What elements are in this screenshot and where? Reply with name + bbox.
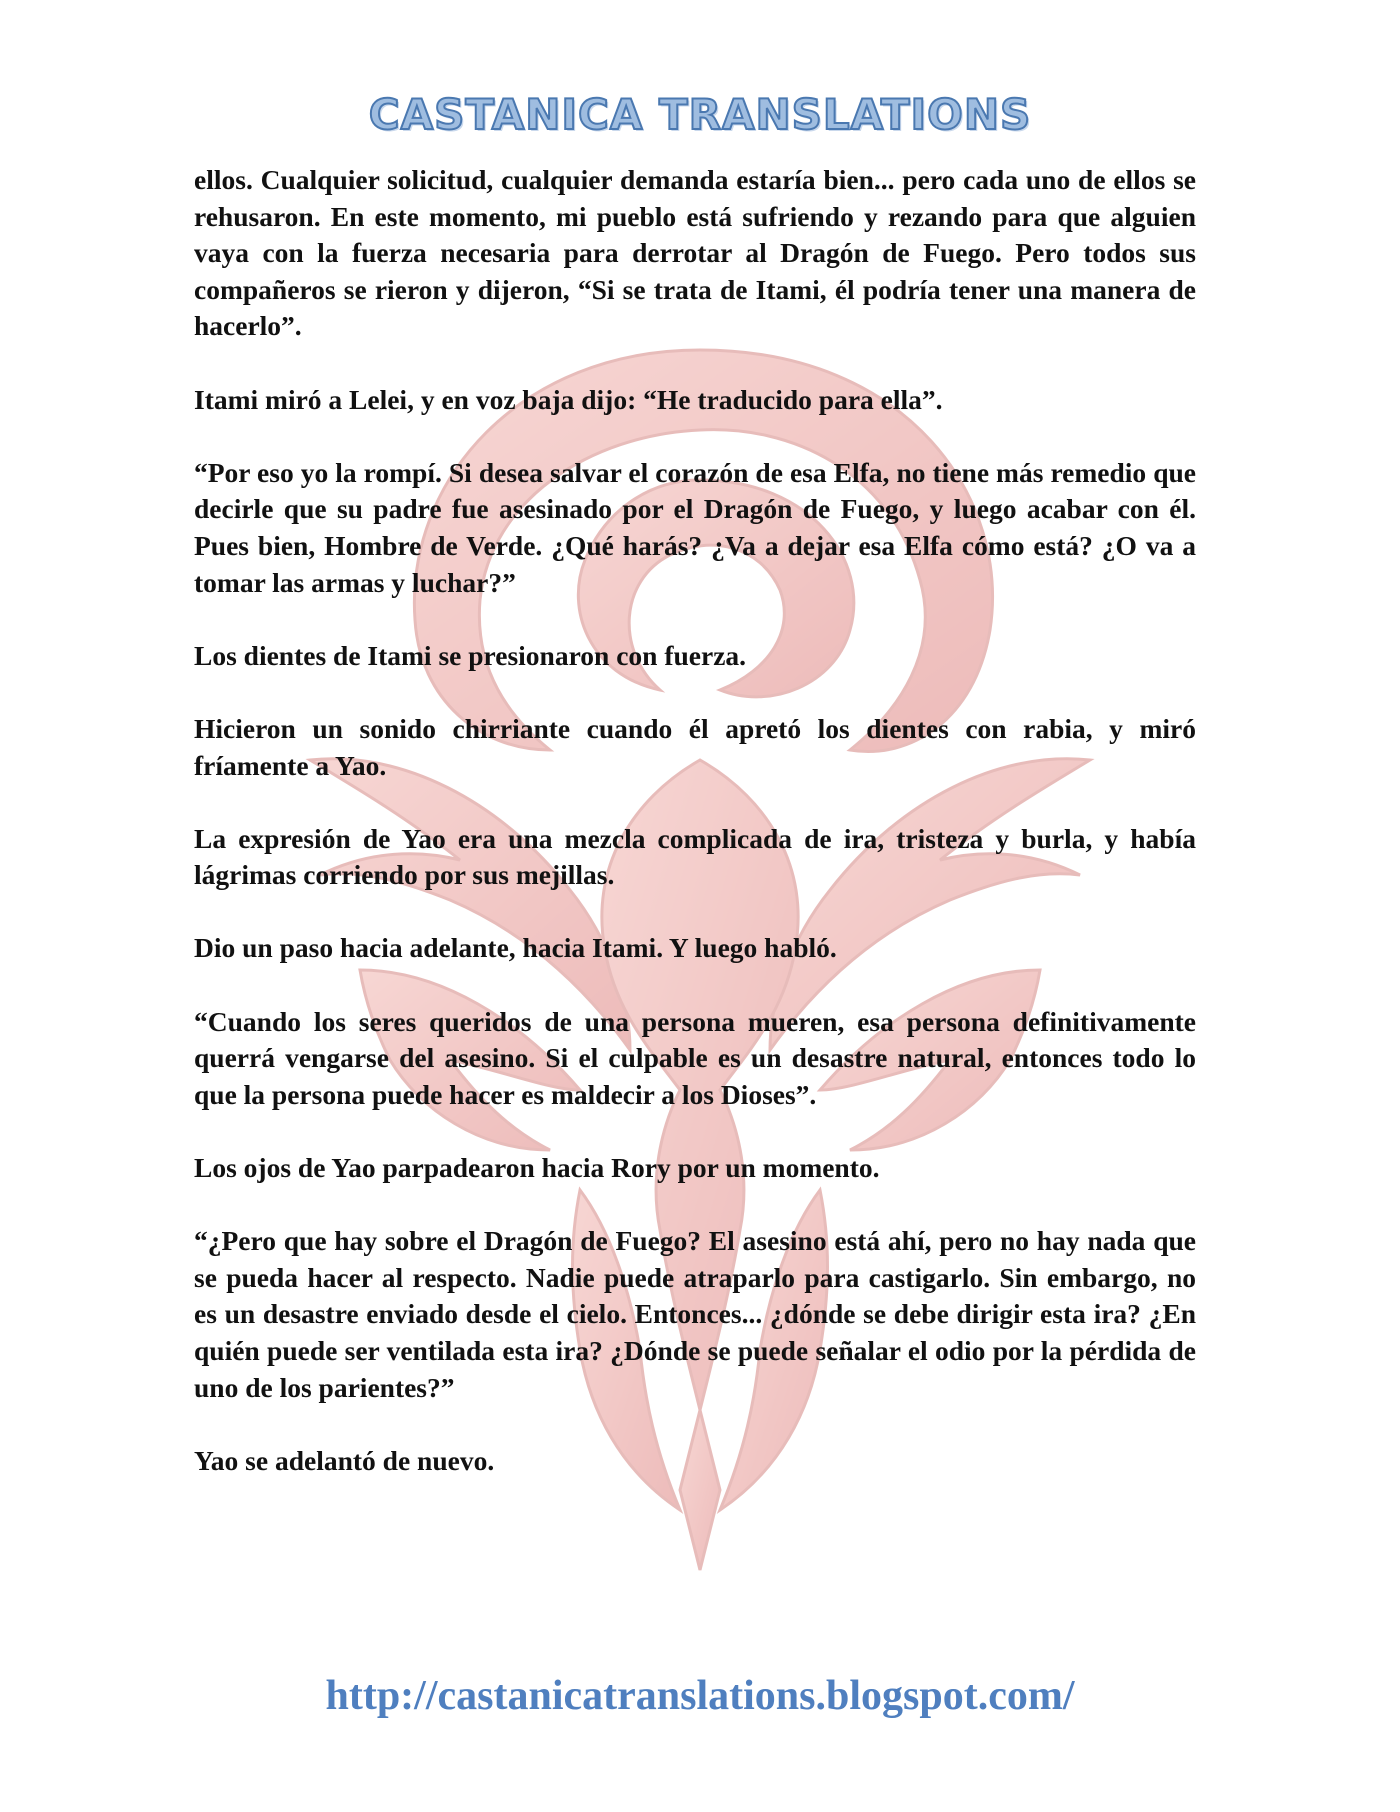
paragraph: Los dientes de Itami se presionaron con fuerza. bbox=[194, 639, 747, 671]
paragraph: La expresión de Yao era una mezcla complicada de ira, tristeza y burla, y había lágrimas corriendo por sus mejillas. bbox=[194, 822, 1196, 891]
paragraph: “¿Pero que hay sobre el Dragón de Fuego? El asesino está ahí, pero no hay nada que se pueda hacer al respecto. Nadie puede atraparlo para castigarlo. Sin embargo, no es un desastre enviado desde el cielo. Entonces... ¿dónde se debe dirigir esta ira? ¿En quién puede ser ventilada esta ira? ¿Dónde se puede señalar el odio por la pérdida de uno de los parientes?” bbox=[194, 1225, 1196, 1403]
document-body bbox=[194, 162, 1196, 1516]
paragraph: “Por eso yo la rompí. Si desea salvar el corazón de esa Elfa, no tiene más remedio que decirle que su padre fue asesinado por el Dragón de Fuego, y luego acabar con él. Pues bien, Hombre de Verde. ¿Qué harás? ¿Va a dejar esa Elfa cómo está? ¿O va a tomar las armas y luchar?” bbox=[194, 456, 1196, 598]
paragraph: Los ojos de Yao parpadearon hacia Rory por un momento. bbox=[194, 1152, 880, 1184]
paragraph: ellos. Cualquier solicitud, cualquier demanda estaría bien... pero cada uno de ellos se rehusaron. En este momento, mi pueblo está sufriendo y rezando para que alguien vaya con la fuerza necesaria para derrotar al Dragón de Fuego. Pero todos sus compañeros se rieron y dijeron, “Si se trata de Itami, él podría tener una manera de hacerlo”. bbox=[194, 164, 1196, 342]
paragraph: Dio un paso hacia adelante, hacia Itami. Y luego habló. bbox=[194, 932, 837, 964]
site-title: CASTANICA TRANSLATIONS bbox=[368, 90, 1032, 139]
paragraph: Hicieron un sonido chirriante cuando él apretó los dientes con rabia, y miró fríamente a Yao. bbox=[194, 712, 1196, 781]
blog-url-link[interactable]: http://castanicatranslations.blogspot.com/ bbox=[325, 1673, 1075, 1719]
paragraph: Itami miró a Lelei, y en voz baja dijo: “He traducido para ella”. bbox=[194, 383, 943, 415]
paragraph: “Cuando los seres queridos de una persona mueren, esa persona definitivamente querrá vengarse del asesino. Si el culpable es un desastre natural, entonces todo lo que la persona puede hacer es maldecir a los Dioses”. bbox=[194, 1005, 1196, 1110]
paragraph: Yao se adelantó de nuevo. bbox=[194, 1444, 495, 1476]
